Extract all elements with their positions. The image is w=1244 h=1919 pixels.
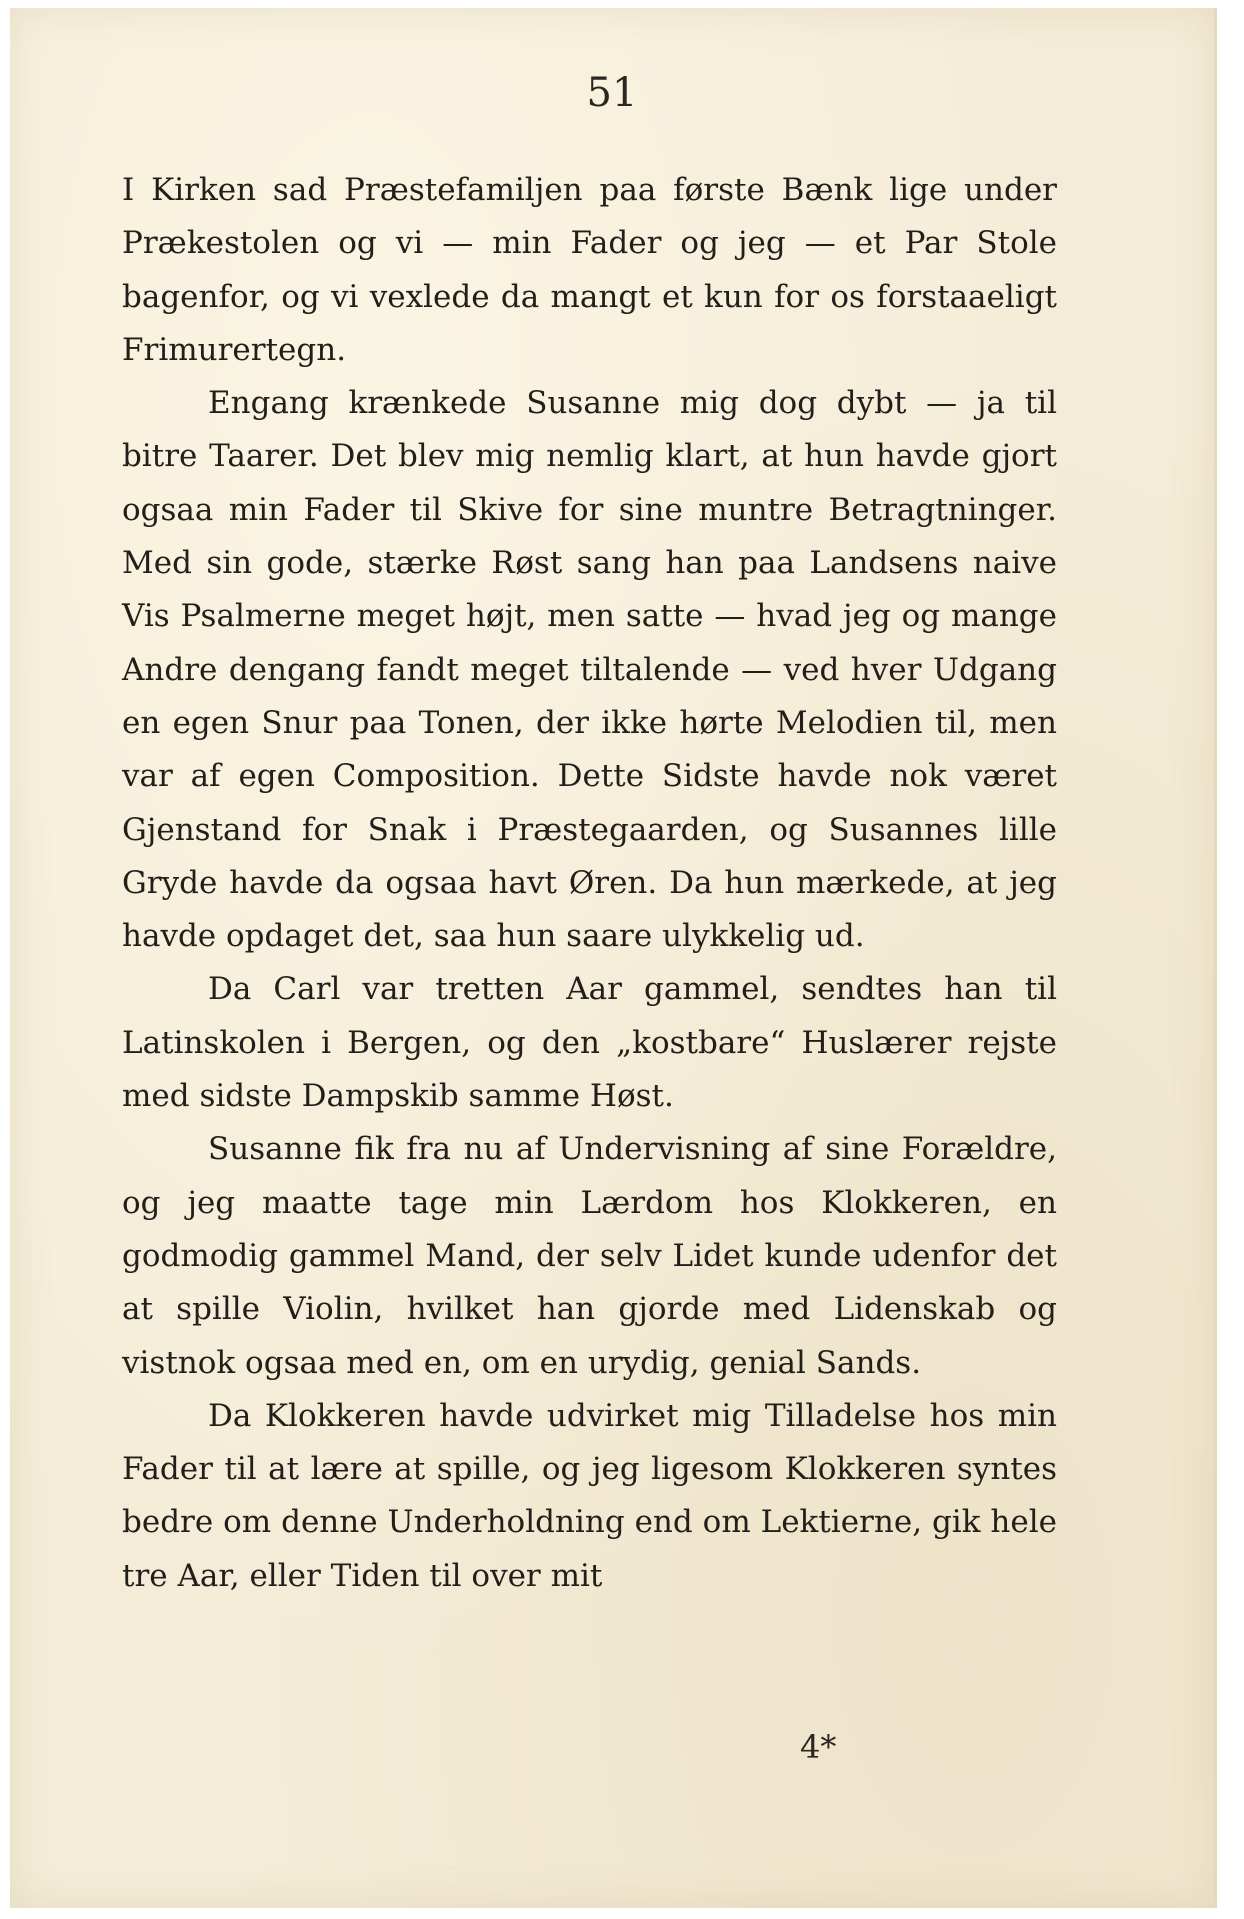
body-text [122, 164, 1057, 1603]
page-number: 51 [586, 70, 638, 116]
paragraph-4: Susanne fik fra nu af Undervisning af sine Forældre, og jeg maatte tage min Lærdom hos Klokkeren, en godmodig gammel Mand, der selv Lidet kunde udenfor det at spille Violin, hvilket han gjorde med Lidenskab og vistnok ogsaa med en, om en urydig, genial Sands. [122, 1131, 1057, 1381]
paragraph-5: Da Klokkeren havde udvirket mig Tilladelse hos min Fader til at lære at spille, og jeg ligesom Klokkeren syntes bedre om denne Underholdning end om Lektierne, gik hele tre Aar, eller Tiden til over mit [122, 1397, 1057, 1594]
paragraph-1: I Kirken sad Præstefamiljen paa første Bænk lige under Prækestolen og vi — min Fader og jeg — et Par Stole bagenfor, og vi vexlede da mangt et kun for os forstaaeligt Frimurertegn. [122, 172, 1057, 368]
paragraph-3: Da Carl var tretten Aar gammel, sendtes han til Latinskolen i Bergen, og den „kostbare“ Huslærer rejste med sidste Dampskib samme Høst. [122, 971, 1057, 1115]
book-page [10, 8, 1217, 1908]
paragraph-2: Engang krænkede Susanne mig dog dybt — ja til bitre Taarer. Det blev mig nemlig klart, at hun havde gjort ogsaa min Fader til Skive for sine muntre Betragtninger. Med sin gode, stærke Røst sang han paa Landsens naive Vis Psalmerne meget højt, men satte — hvad jeg og mange Andre dengang fandt meget tiltalende — ved hver Udgang en egen Snur paa Tonen, der ikke hørte Melodien til, men var af egen Composition. Dette Sidste havde nok været Gjenstand for Snak i Præstegaarden, og Susannes lille Gryde havde da ogsaa havt Øren. Da hun mærkede, at jeg havde opdaget det, saa hun saare ulykkelig ud. [122, 385, 1057, 955]
signature-mark: 4* [800, 1728, 837, 1766]
